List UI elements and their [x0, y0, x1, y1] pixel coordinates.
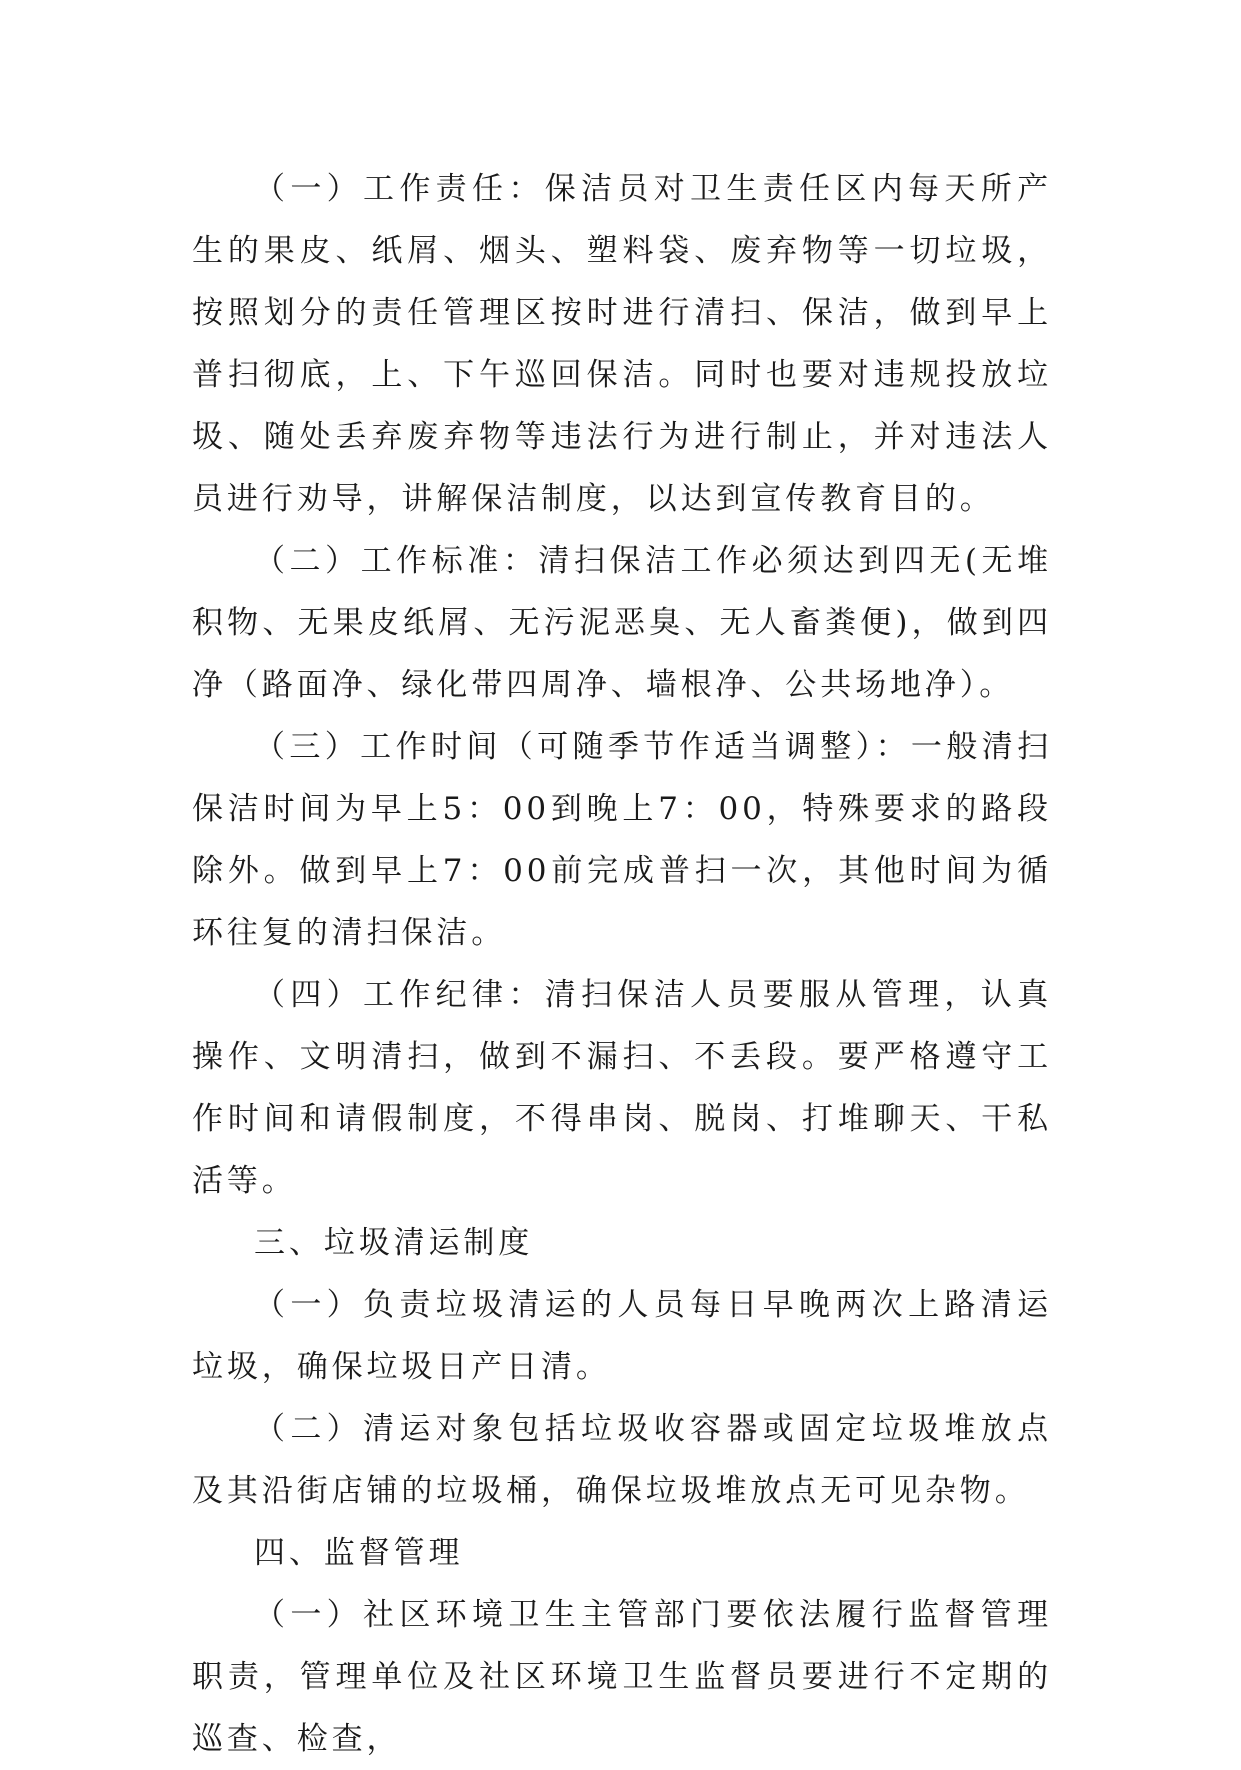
paragraph-work-standard: （二）工作标准：清扫保洁工作必须达到四无(无堆积物、无果皮纸屑、无污泥恶臭、无人畜粪便)，做到四净（路面净、绿化带四周净、墙根净、公共场地净）。	[192, 543, 1052, 703]
section-heading-supervision: 四、监督管理	[254, 1535, 464, 1571]
paragraph-work-discipline: （四）工作纪律：清扫保洁人员要服从管理，认真操作、文明清扫，做到不漏扫、不丢段。要严格遵守工作时间和请假制度，不得串岗、脱岗、打堆聊天、干私活等。	[192, 977, 1052, 1199]
paragraph-removal-schedule: （一）负责垃圾清运的人员每日早晚两次上路清运垃圾，确保垃圾日产日清。	[192, 1287, 1052, 1385]
paragraph-removal-targets: （二）清运对象包括垃圾收容器或固定垃圾堆放点及其沿街店铺的垃圾桶，确保垃圾堆放点无可见杂物。	[192, 1411, 1052, 1509]
paragraph-work-responsibility: （一）工作责任：保洁员对卫生责任区内每天所产生的果皮、纸屑、烟头、塑料袋、废弃物等一切垃圾，按照划分的责任管理区按时进行清扫、保洁，做到早上普扫彻底，上、下午巡回保洁。同时也要对违规投放垃圾、随处丢弃废弃物等违法行为进行制止，并对违法人员进行劝导，讲解保洁制度，以达到宣传教育目的。	[192, 171, 1052, 517]
paragraph-work-hours: （三）工作时间（可随季节作适当调整）：一般清扫保洁时间为早上5：00到晚上7：00，特殊要求的路段除外。做到早上7：00前完成普扫一次，其他时间为循环往复的清扫保洁。	[192, 729, 1052, 951]
section-heading-garbage-removal: 三、垃圾清运制度	[254, 1225, 534, 1261]
document-body	[192, 158, 1052, 1770]
paragraph-supervision-duties: （一）社区环境卫生主管部门要依法履行监督管理职责，管理单位及社区环境卫生监督员要进行不定期的巡查、检查，	[192, 1597, 1052, 1757]
